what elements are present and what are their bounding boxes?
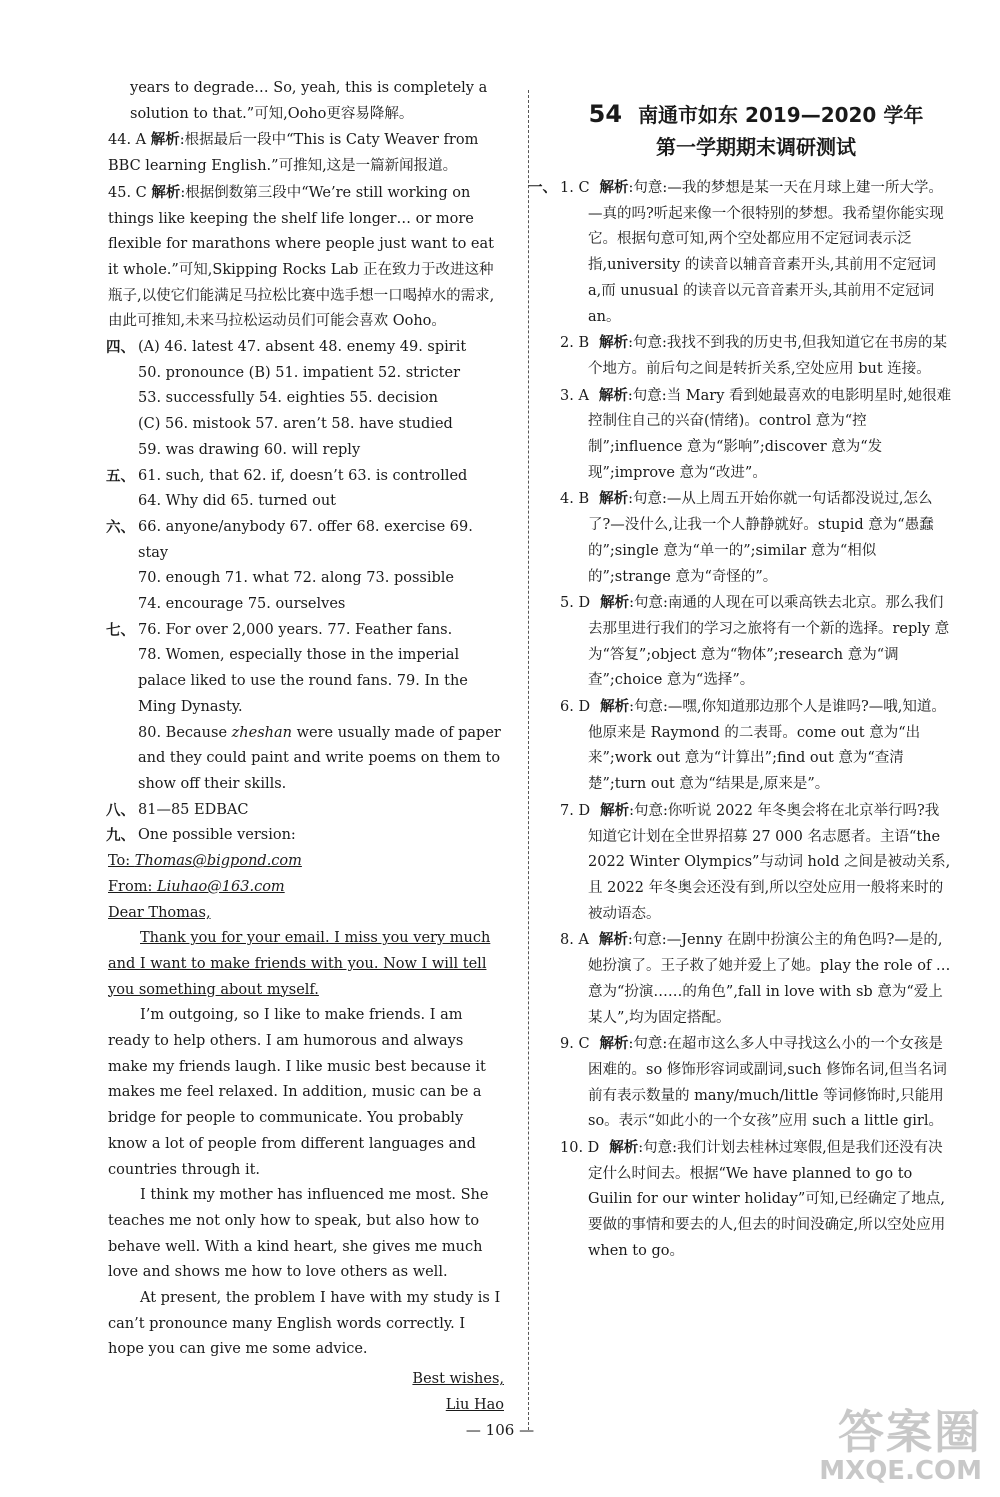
test-number: 54 xyxy=(588,100,623,128)
continuation-text: years to degrade… So, yeah, this is completely a solution to that.”可知,Ooho更容易降解。 xyxy=(130,80,488,122)
section-4-line: 53. successfully 54. eighties 55. decision xyxy=(138,390,438,407)
answer-text: :句意:在超市这么多人中寻找这么小的一个女孩是困难的。so 修饰形容词或副词,such 修饰名词,但当名词前有表示数量的 many/much/little 等词修饰时,只能用 so。表示“如此小的一个女孩”应用 such a little girl。 xyxy=(588,1036,947,1130)
answer-number: 5. D xyxy=(560,595,591,612)
answer-44 xyxy=(108,127,504,179)
email-paragraph: I think my mother has influenced me most. She teaches me not only how to speak, but also how to behave well. With a kind heart, she gives me much love and shows me how to love others as well. xyxy=(108,1187,489,1281)
section-7-line xyxy=(138,721,504,798)
analysis-label: 解析 xyxy=(600,801,630,819)
title-line-1 xyxy=(560,98,952,131)
section-4-number: 四、 xyxy=(106,339,135,357)
section-5-number: 五、 xyxy=(106,467,135,485)
left-column xyxy=(108,76,504,1419)
title-line-1-text: 南通市如东 2019—2020 学年 xyxy=(638,103,924,127)
section-4-line: (A) 46. latest 47. absent 48. enemy 49. spirit xyxy=(138,339,467,356)
answer-text: :句意:—Jenny 在剧中扮演公主的角色吗?—是的,她扮演了。王子救了她并爱上了她。play the role of … 意为“扮演……的角色”,fall in love with sb 意为“爱上某人”,均为固定搭配。 xyxy=(588,932,951,1026)
answer-item xyxy=(560,330,952,382)
email-to xyxy=(108,849,504,875)
analysis-label: 解析 xyxy=(598,386,628,404)
section-5-line: 61. such, that 62. if, doesn’t 63. is controlled xyxy=(138,467,468,484)
section-4-line: 50. pronounce (B) 51. impatient 52. stricter xyxy=(138,364,461,381)
analysis-label: 解析 xyxy=(150,131,180,149)
watermark-text: 答案圈 xyxy=(838,1405,982,1459)
answer-number: 2. B xyxy=(560,335,590,352)
answer-number: 7. D xyxy=(560,802,591,819)
section-7-text: were usually made of paper and they could paint and write poems on them to show off their skills. xyxy=(138,724,501,792)
answer-number: 1. C xyxy=(560,180,590,196)
answer-text: :句意:—嘿,你知道那边那个人是谁吗?—哦,知道。他原来是 Raymond 的二表哥。come out 意为“出来”;work out 意为“计算出”;find out 意为“查清楚”;turn out 意为“结果是,原来是”。 xyxy=(588,699,946,793)
email-from xyxy=(108,875,504,901)
section-8 xyxy=(108,798,504,824)
email-paragraph: I’m outgoing, so I like to make friends. I am ready to help others. I am humorous and always make my friends laugh. I like music best because it makes me feel relaxed. In addition, music can be a bridge for people to communicate. You probably know a lot of people from different languages and countries through it. xyxy=(108,1007,486,1178)
section-5-line: 64. Why did 65. turned out xyxy=(138,493,336,510)
analysis-label: 解析 xyxy=(600,594,630,612)
answer-text: :句意:—从上周五开始你就一句话都没说过,怎么了?—没什么,让我一个人静静就好。stupid 意为“愚蠢的”;single 意为“单一的”;similar 意为“相似的”;strange 意为“奇怪的”。 xyxy=(588,491,934,585)
title-line-2: 第一学期期末调研测试 xyxy=(656,135,856,159)
answer-text: :句意:我找不到我的历史书,但我知道它在书房的某个地方。前后句之间是转折关系,空处应用 but 连接。 xyxy=(588,335,947,377)
section-6-line: 74. encourage 75. ourselves xyxy=(138,596,346,613)
email-from-address: Liuhao@163.com xyxy=(156,878,285,895)
section-6-line: 70. enough 71. what 72. along 73. possible xyxy=(138,570,454,587)
answer-text: :句意:当 Mary 看到她最喜欢的电影明星时,她很难控制住自己的兴奋(情绪)。control 意为“控制”;influence 意为“影响”;discover 意为“发现”;improve 意为“改进”。 xyxy=(588,387,952,481)
section-5 xyxy=(108,464,504,515)
section-7-italic-term: zheshan xyxy=(231,724,292,741)
analysis-label: 解析 xyxy=(151,183,181,201)
section-9 xyxy=(108,823,504,849)
answer-45-number: 45. C xyxy=(108,184,147,201)
section-7-line: 76. For over 2,000 years. 77. Feather fans. xyxy=(138,621,453,638)
page-number: — 106 — xyxy=(465,1421,535,1439)
answer-text: :句意:我们计划去桂林过寒假,但是我们还没有决定什么时间去。根据“We have planned to go to Guilin for our winter holiday”可知,已经确定了地点,要做的事情和要去的人,但去的时间没确定,所以空处应用 when to go。 xyxy=(588,1140,946,1259)
sample-email xyxy=(108,849,504,1418)
analysis-label: 解析 xyxy=(599,179,629,196)
answer-number: 6. D xyxy=(560,699,591,716)
email-paragraph: At present, the problem I have with my study is I can’t pronounce many English words correctly. I hope you can give me some advice. xyxy=(108,1290,501,1358)
answer-number: 8. A xyxy=(560,932,589,949)
section-1-number: 一、 xyxy=(528,179,557,196)
answer-item xyxy=(560,590,952,694)
email-from-label: From: xyxy=(108,878,157,895)
email-signature xyxy=(108,1393,504,1419)
answer-item xyxy=(560,798,952,928)
section-8-number: 八、 xyxy=(106,801,135,819)
answer-item xyxy=(560,383,952,487)
right-column xyxy=(528,98,952,1265)
analysis-label: 解析 xyxy=(609,1139,639,1157)
email-closing xyxy=(108,1367,504,1393)
section-6-number: 六、 xyxy=(106,518,135,536)
answer-number: 3. A xyxy=(560,387,589,404)
analysis-label: 解析 xyxy=(598,931,628,949)
answer-item xyxy=(560,486,952,590)
section-4 xyxy=(108,335,504,464)
answer-text: :句意:南通的人现在可以乘高铁去北京。那么我们去那里进行我们的学习之旅将有一个新的选择。reply 意为“答复”;object 意为“物体”;research 意为“调查”;choice 意为“选择”。 xyxy=(588,595,950,689)
email-to-address: Thomas@bigpond.com xyxy=(134,853,302,870)
section-7 xyxy=(108,618,504,798)
section-6-line: 66. anyone/anybody 67. offer 68. exercise 69. stay xyxy=(138,518,473,561)
answer-text: :句意:—我的梦想是某一天在月球上建一所大学。—真的吗?听起来像一个很特别的梦想。我希望你能实现它。根据句意可知,两个空处都应用不定冠词表示泛指,university 的读音以辅音音素开头,其前用不定冠词 a,而 unusual 的读音以元音音素开头,其前用不定冠词 an。 xyxy=(588,180,944,325)
test-title xyxy=(560,98,952,163)
email-signature-text: Liu Hao xyxy=(445,1396,504,1413)
answer-number: 4. B xyxy=(560,491,590,508)
answer-item xyxy=(560,694,952,798)
watermark-logo xyxy=(819,1407,982,1485)
watermark-url: MXQE.COM xyxy=(819,1456,982,1486)
email-closing-text: Best wishes, xyxy=(412,1371,504,1388)
section-6 xyxy=(108,515,504,618)
answer-45-text: :根据倒数第三段中“We’re still working on things like keeping the shelf life longer… or more flexible for marathons where people just want to eat it whole.”可知,Skipping Rocks Lab 正在致力于改进这种瓶子,以使它们能满足马拉松比赛中选手想一口喝掉水的需求,由此可推知,未来马拉松运动员们可能会喜欢 Ooho。 xyxy=(108,184,495,330)
section-9-line: One possible version: xyxy=(138,827,296,844)
answer-item xyxy=(560,1135,952,1265)
answer-44-number: 44. A xyxy=(108,132,147,149)
column-divider xyxy=(528,90,529,1430)
question-list xyxy=(528,175,952,1265)
email-greeting: Dear Thomas, xyxy=(108,904,211,921)
analysis-label: 解析 xyxy=(599,490,629,508)
answer-44-text: :根据最后一段中“This is Caty Weaver from BBC learning English.”可推知,这是一篇新闻报道。 xyxy=(108,132,479,175)
answer-item xyxy=(560,1031,952,1135)
section-4-line: 59. was drawing 60. will reply xyxy=(138,441,361,458)
section-9-number: 九、 xyxy=(106,827,135,845)
analysis-label: 解析 xyxy=(599,1035,629,1053)
answer-text: :句意:你听说 2022 年冬奥会将在北京举行吗?我知道它计划在全世界招募 27 000 名志愿者。主语“the 2022 Winter Olympics”与动词 hold 之间是被动关系,且 2022 年冬奥会还没有到,所以空处应用一般将来时的被动语态。 xyxy=(588,802,951,922)
answer-45 xyxy=(108,180,504,335)
email-to-label: To: xyxy=(108,853,135,870)
analysis-label: 解析 xyxy=(599,334,629,352)
answer-number: 10. D xyxy=(560,1140,600,1157)
analysis-label: 解析 xyxy=(600,698,630,716)
answer-item xyxy=(528,175,952,330)
section-8-line: 81—85 EDBAC xyxy=(138,801,249,818)
section-4-line: (C) 56. mistook 57. aren’t 58. have studied xyxy=(138,416,453,433)
section-7-text: 80. Because xyxy=(138,724,232,741)
section-7-number: 七、 xyxy=(106,621,135,639)
answer-number: 9. C xyxy=(560,1036,590,1053)
email-paragraph: Thank you for your email. I miss you very much and I want to make friends with you. Now I will tell you something about myself. xyxy=(108,930,491,998)
section-7-line: 78. Women, especially those in the imperial palace liked to use the round fans. 79. In the Ming Dynasty. xyxy=(138,647,468,715)
answer-item xyxy=(560,927,952,1031)
